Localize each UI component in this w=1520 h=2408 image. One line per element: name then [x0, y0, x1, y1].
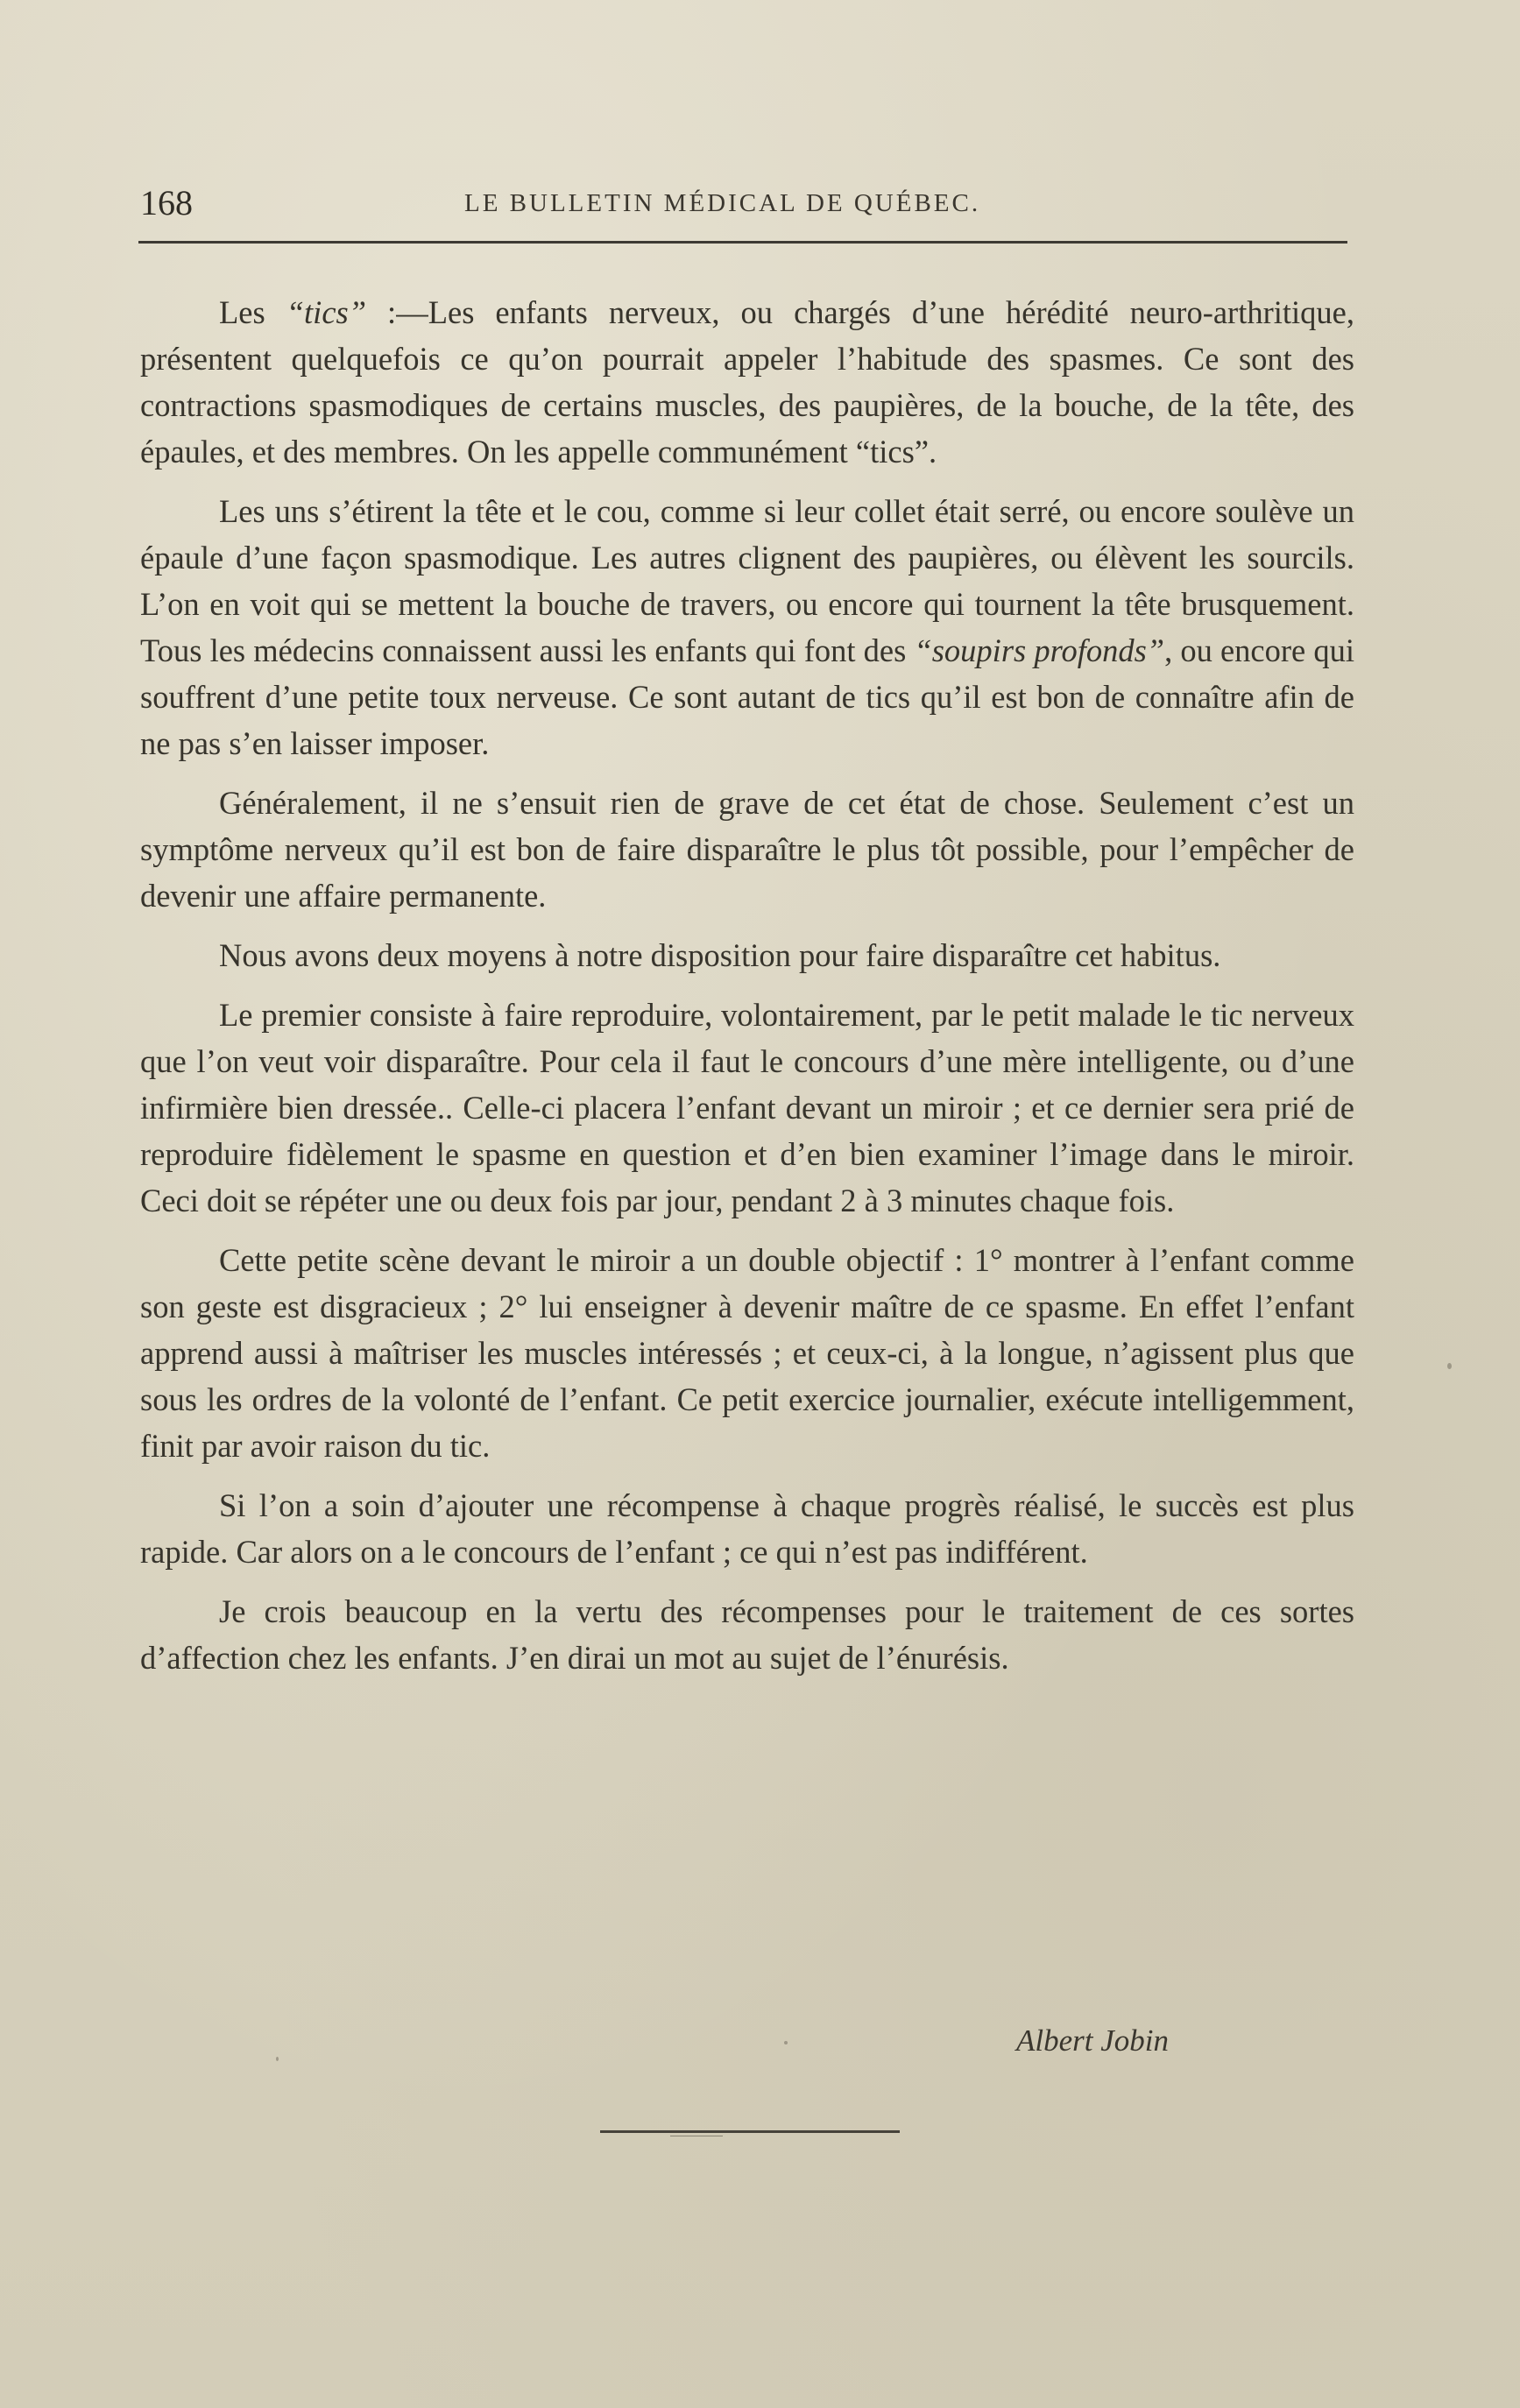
paragraph-5: Le premier consiste à faire reproduire, volontairement, par le petit malade le tic nerveux que l’on veut voir disparaître. Pour cela il faut le concours d’une mère intelligente, ou d’une infirmière bien dressée.. Celle-ci placera l’enfant devant un miroir ; et ce dernier sera prié de reproduire fidèlement le spasme en question et d’en bien examiner l’image dans le miroir. Ceci doit se répéter une ou deux fois par jour, pendant 2 à 3 minutes chaque fois.	[140, 997, 1354, 1218]
paper-speck	[1447, 1363, 1452, 1369]
paragraph-1: Les “tics” :—Les enfants nerveux, ou chargés d’une hérédité neuro-arthritique, présentent quelquefois ce qu’on pourrait appeler l’habitude des spasmes. Ce sont des contractions spasmodiques de certains muscles, des paupières, de la bouche, de la tête, des épaules, et des membres. On les appelle communément “tics”.	[140, 294, 1355, 470]
paragraph-6: Cette petite scène devant le miroir a un double objectif : 1° montrer à l’enfant comme son geste est disgracieux ; 2° lui enseigner à devenir maître de ce spasme. En effet l’enfant apprend aussi à maîtriser les muscles intéressés ; et ceux-ci, à la longue, n’agissent plus que sous les ordres de la volonté de l’enfant. Ce petit exercice journalier, exécute intelligemment, finit par avoir raison du tic.	[140, 1242, 1354, 1464]
page-number: 168	[140, 183, 193, 222]
paragraph-7: Si l’on a soin d’ajouter une récompense à chaque progrès réalisé, le succès est plus rapide. Car alors on a le concours de l’enfant ; ce qui n’est pas indifférent.	[140, 1487, 1354, 1570]
emphasis-tics: “tics”	[286, 294, 367, 330]
author-signature: Albert Jobin	[1016, 2023, 1169, 2058]
header-rule	[138, 241, 1347, 244]
paper-speck	[276, 2057, 279, 2061]
paper-speck	[784, 2041, 788, 2044]
running-title: LE BULLETIN MÉDICAL DE QUÉBEC.	[464, 189, 981, 217]
emphasis-soupirs: “soupirs profonds”	[914, 632, 1165, 668]
page-header	[140, 182, 1349, 235]
paragraph-3: Généralement, il ne s’ensuit rien de grave de cet état de chose. Seulement c’est un symptôme nerveux qu’il est bon de faire disparaître le plus tôt possible, pour l’empêcher de devenir une affaire permanente.	[140, 785, 1354, 914]
article-body	[140, 289, 1354, 1694]
paragraph-4: Nous avons deux moyens à notre disposition pour faire disparaître cet habitus.	[219, 937, 1221, 973]
paragraph-2: Les uns s’étirent la tête et le cou, comme si leur collet était serré, ou encore soulève un épaule d’une façon spasmodique. Les autres clignent des paupières, ou élèvent les sourcils. L’on en voit qui se mettent la bouche de travers, ou encore qui tournent la tête brusquement. Tous les médecins connaissent aussi les enfants qui font des “soupirs profonds”, ou encore qui souffrent d’une petite toux nerveuse. Ce sont autant de tics qu’il est bon de connaître afin de ne pas s’en laisser imposer.	[140, 493, 1355, 761]
end-rule	[600, 2130, 900, 2133]
paragraph-8: Je crois beaucoup en la vertu des récompenses pour le traitement de ces sortes d’affection chez les enfants. J’en dirai un mot au sujet de l’énurésis.	[140, 1593, 1354, 1676]
